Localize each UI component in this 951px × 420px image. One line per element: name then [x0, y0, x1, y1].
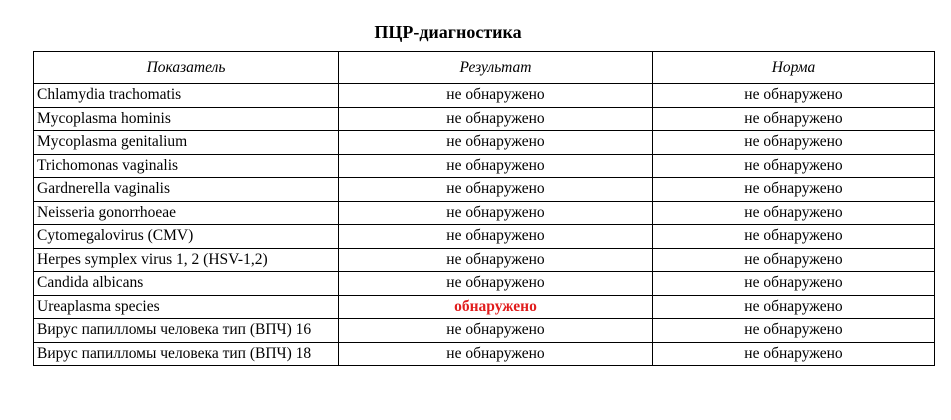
table-row: [34, 107, 935, 131]
norm-cell: не обнаружено: [653, 154, 935, 178]
result-cell: не обнаружено: [339, 84, 653, 108]
indicator-name-cell: Chlamydia trachomatis: [34, 84, 339, 108]
table-row: [34, 342, 935, 366]
result-cell: не обнаружено: [339, 272, 653, 296]
table-row: [34, 84, 935, 108]
table-row: [34, 225, 935, 249]
norm-cell: не обнаружено: [653, 178, 935, 202]
column-header-indicator: Показатель: [34, 52, 339, 84]
table-header-row: [34, 52, 935, 84]
table-row: [34, 201, 935, 225]
indicator-name-cell: Mycoplasma genitalium: [34, 131, 339, 155]
norm-cell: не обнаружено: [653, 131, 935, 155]
result-cell: не обнаружено: [339, 131, 653, 155]
indicator-name-cell: Ureaplasma species: [34, 295, 339, 319]
column-header-norm: Норма: [653, 52, 935, 84]
indicator-name-cell: Вирус папилломы человека тип (ВПЧ) 16: [34, 319, 339, 343]
table-row: [34, 319, 935, 343]
result-cell: не обнаружено: [339, 201, 653, 225]
indicator-name-cell: Herpes symplex virus 1, 2 (HSV-1,2): [34, 248, 339, 272]
norm-cell: не обнаружено: [653, 84, 935, 108]
result-cell: не обнаружено: [339, 107, 653, 131]
indicator-name-cell: Gardnerella vaginalis: [34, 178, 339, 202]
pcr-results-table: [33, 51, 935, 366]
result-cell: не обнаружено: [339, 154, 653, 178]
result-cell: не обнаружено: [339, 342, 653, 366]
norm-cell: не обнаружено: [653, 295, 935, 319]
column-header-result: Результат: [339, 52, 653, 84]
page-title: ПЦР-диагностика: [374, 22, 522, 42]
table-row: [34, 272, 935, 296]
indicator-name-cell: Candida albicans: [34, 272, 339, 296]
norm-cell: не обнаружено: [653, 248, 935, 272]
norm-cell: не обнаружено: [653, 319, 935, 343]
norm-cell: не обнаружено: [653, 272, 935, 296]
indicator-name-cell: Cytomegalovirus (CMV): [34, 225, 339, 249]
indicator-name-cell: Mycoplasma hominis: [34, 107, 339, 131]
table-row: [34, 248, 935, 272]
indicator-name-cell: Вирус папилломы человека тип (ВПЧ) 18: [34, 342, 339, 366]
table-row: [34, 178, 935, 202]
result-cell: не обнаружено: [339, 248, 653, 272]
result-cell-positive: обнаружено: [339, 295, 653, 319]
norm-cell: не обнаружено: [653, 225, 935, 249]
result-cell: не обнаружено: [339, 319, 653, 343]
norm-cell: не обнаружено: [653, 107, 935, 131]
table-row: [34, 295, 935, 319]
norm-cell: не обнаружено: [653, 201, 935, 225]
norm-cell: не обнаружено: [653, 342, 935, 366]
indicator-name-cell: Neisseria gonorrhoeae: [34, 201, 339, 225]
indicator-name-cell: Trichomonas vaginalis: [34, 154, 339, 178]
table-row: [34, 131, 935, 155]
result-cell: не обнаружено: [339, 178, 653, 202]
table-row: [34, 154, 935, 178]
result-cell: не обнаружено: [339, 225, 653, 249]
